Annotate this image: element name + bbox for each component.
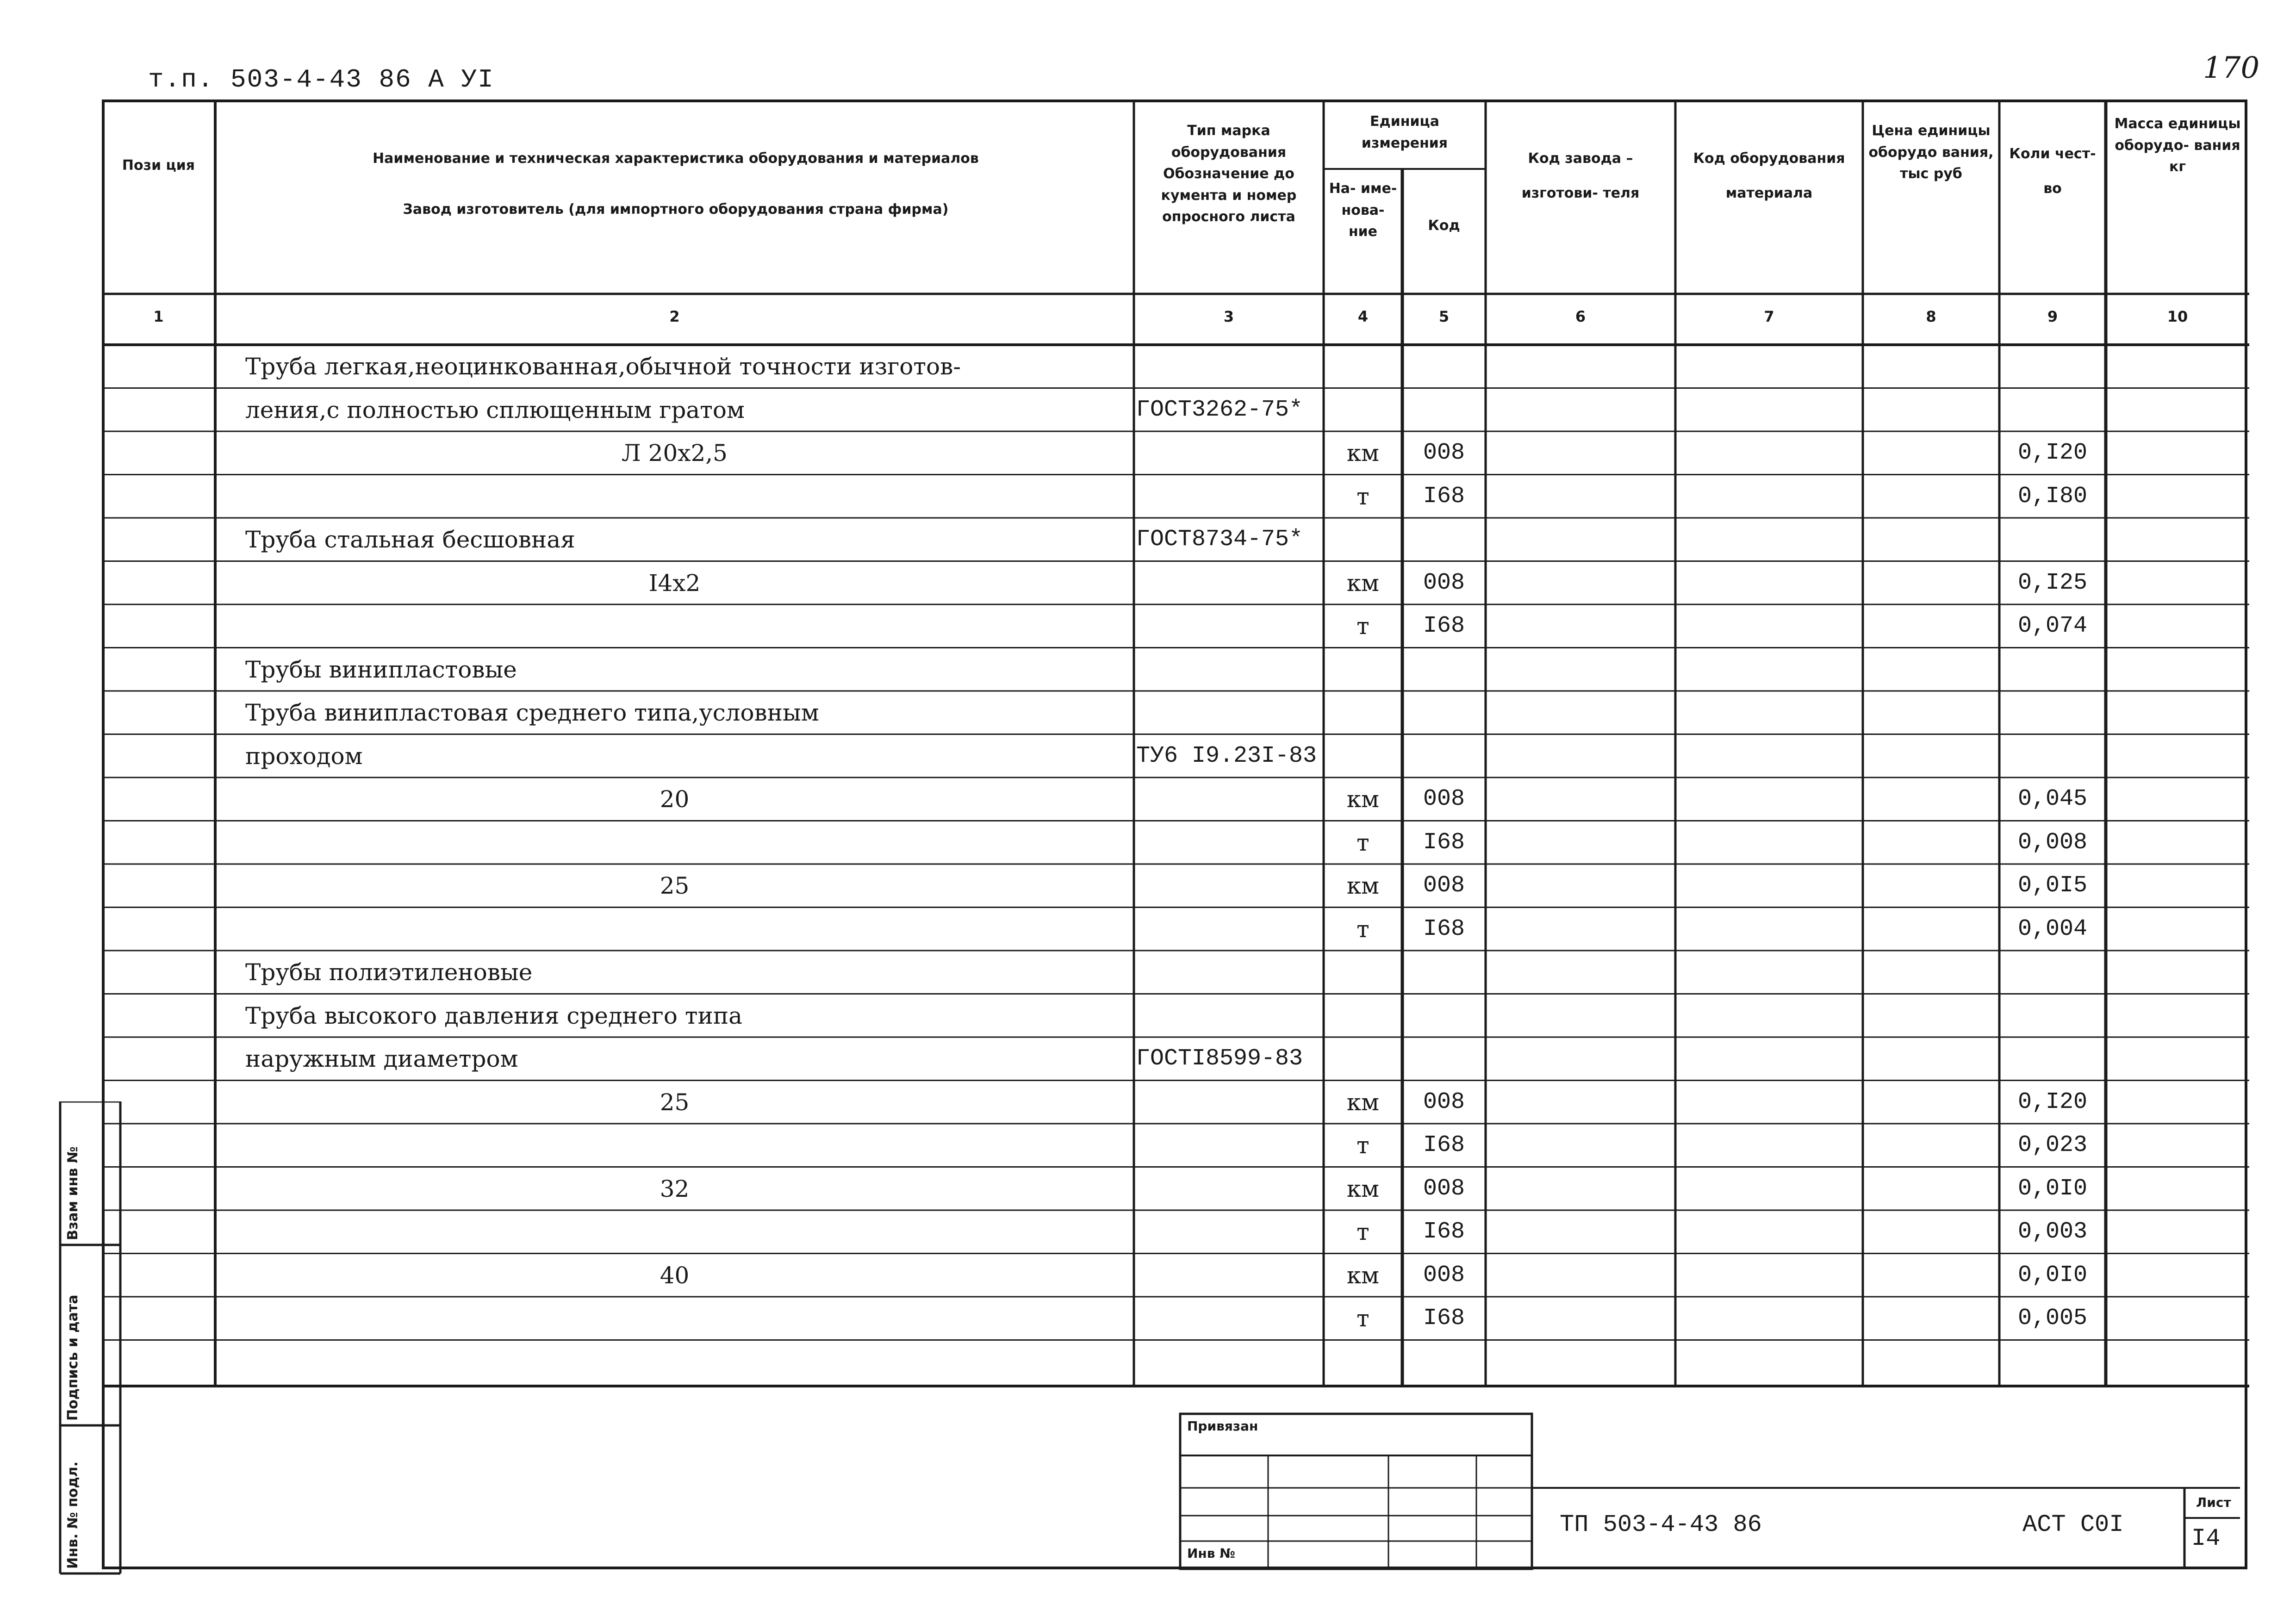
row-unit-code: 008	[1423, 1088, 1465, 1115]
title-block-frame	[102, 99, 2249, 1571]
header-unit-name: На- име- нова- ние	[1329, 180, 1397, 240]
row-quantity: 0,0I0	[2017, 1175, 2088, 1202]
colnum-3: 3	[1223, 308, 1234, 325]
row-unit: км	[1346, 872, 1380, 899]
row-quantity: 0,008	[2017, 829, 2088, 856]
row-unit-code: I68	[1423, 1219, 1465, 1245]
stamp-inv-label: Инв №	[1187, 1546, 1235, 1561]
row-name: I4х2	[648, 569, 701, 597]
page-number: 170	[2203, 51, 2260, 85]
row-unit: км	[1346, 569, 1380, 597]
row-name: ления,с полностью сплющенным гратом	[245, 396, 745, 423]
row-unit-code: I68	[1423, 1132, 1465, 1158]
side-vzam-label: Взам инв №	[65, 1146, 81, 1240]
stamp-sheet-label: Лист	[2196, 1495, 2231, 1510]
row-name: Труба стальная бесшовная	[245, 526, 575, 553]
row-quantity: 0,I20	[2017, 1088, 2088, 1115]
row-quantity: 0,004	[2017, 915, 2088, 942]
row-quantity: 0,005	[2017, 1305, 2088, 1331]
row-unit-code: I68	[1423, 915, 1465, 942]
header-equipment-code: Код оборудования материала	[1693, 150, 1845, 201]
row-unit-code: I68	[1423, 829, 1465, 856]
colnum-5: 5	[1438, 308, 1450, 325]
header-name-line1: Наименование и техническая характеристика оборудования и материалов	[373, 150, 979, 167]
row-name: Л 20х2,5	[622, 440, 728, 466]
colnum-9: 9	[2047, 308, 2058, 325]
row-unit-code: I68	[1423, 613, 1465, 639]
row-unit: т	[1356, 1132, 1369, 1159]
row-name: Труба легкая,неоцинкованная,обычной точности изготов-	[245, 353, 961, 380]
row-unit: км	[1346, 1088, 1380, 1116]
row-unit-code: 008	[1423, 440, 1465, 466]
row-unit-code: 008	[1423, 569, 1465, 596]
row-name: Труба высокого давления среднего типа	[245, 1002, 742, 1029]
specification-sheet	[102, 99, 2249, 1571]
row-unit: т	[1356, 829, 1369, 856]
row-unit: т	[1356, 915, 1369, 943]
header-unit: Единица измерения	[1361, 113, 1448, 151]
colnum-7: 7	[1764, 308, 1774, 325]
row-quantity: 0,045	[2017, 786, 2088, 812]
row-unit: т	[1356, 1219, 1369, 1245]
header-price: Цена единицы оборудо вания, тыс руб	[1868, 123, 1994, 182]
row-name: наружным диаметром	[245, 1045, 518, 1072]
colnum-10: 10	[2167, 308, 2188, 325]
header-unit-code: Код	[1428, 218, 1460, 234]
stamp-doc-code: ТП 503-4-43 86	[1560, 1511, 1762, 1538]
row-unit: т	[1356, 483, 1369, 510]
row-quantity: 0,I20	[2017, 440, 2088, 466]
row-name: Трубы полиэтиленовые	[245, 959, 533, 986]
row-doc: ГОСТ8734-75*	[1136, 526, 1303, 553]
side-inv-podl-label: Инв. № подл.	[65, 1461, 81, 1569]
row-name: 32	[660, 1175, 690, 1202]
row-unit-code: I68	[1423, 1305, 1465, 1331]
row-doc: ТУ6 I9.23I-83	[1136, 742, 1317, 769]
row-unit: т	[1356, 1305, 1369, 1332]
row-name: Труба винипластовая среднего типа,условным	[245, 699, 819, 726]
row-name: 25	[660, 872, 690, 899]
colnum-1: 1	[153, 308, 164, 325]
header-quantity: Коли чест- во	[2009, 146, 2096, 197]
row-quantity: 0,0I5	[2017, 872, 2088, 899]
colnum-6: 6	[1575, 308, 1586, 325]
row-unit: км	[1346, 1175, 1380, 1202]
row-unit: км	[1346, 440, 1380, 466]
header-mass: Масса единицы оборудо- вания кг	[2114, 116, 2241, 175]
row-name: 40	[660, 1262, 690, 1289]
row-name: Трубы винипластовые	[245, 656, 517, 683]
stamp-sheet-code: АСТ С0I	[2022, 1511, 2124, 1538]
header-type: Тип марка оборудования Обозначение до кумента и номер опросного листа	[1161, 123, 1297, 225]
row-quantity: 0,003	[2017, 1219, 2088, 1245]
colnum-8: 8	[1926, 308, 1936, 325]
row-unit-code: I68	[1423, 483, 1465, 510]
header-name-line2: Завод изготовитель (для импортного оборудования страна фирма)	[403, 201, 949, 218]
side-sign-date-label: Подпись и дата	[65, 1294, 81, 1421]
row-unit-code: 008	[1423, 1175, 1465, 1202]
row-unit: км	[1346, 786, 1380, 813]
row-unit-code: 008	[1423, 1262, 1465, 1288]
row-name: 25	[660, 1088, 690, 1116]
row-unit: т	[1356, 613, 1369, 640]
row-quantity: 0,I80	[2017, 483, 2088, 510]
header-factory-code: Код завода – изготови- теля	[1521, 150, 1640, 201]
page-code: т.п. 503-4-43 86 А УI	[148, 65, 494, 94]
row-unit: км	[1346, 1262, 1380, 1289]
row-quantity: 0,0I0	[2017, 1262, 2088, 1288]
row-name: проходом	[245, 742, 363, 770]
row-unit-code: 008	[1423, 872, 1465, 899]
colnum-4: 4	[1357, 308, 1369, 325]
row-name: 20	[660, 786, 690, 813]
stamp-bound-label: Привязан	[1187, 1418, 1258, 1434]
colnum-2: 2	[669, 308, 680, 325]
row-quantity: 0,074	[2017, 613, 2088, 639]
row-unit-code: 008	[1423, 786, 1465, 812]
row-quantity: 0,I25	[2017, 569, 2088, 596]
row-doc: ГОСТ3262-75*	[1136, 396, 1303, 423]
header-position: Пози ция	[122, 157, 195, 174]
stamp-sheet-number: I4	[2191, 1525, 2221, 1552]
row-doc: ГОСТI8599-83	[1136, 1045, 1303, 1072]
row-quantity: 0,023	[2017, 1132, 2088, 1158]
